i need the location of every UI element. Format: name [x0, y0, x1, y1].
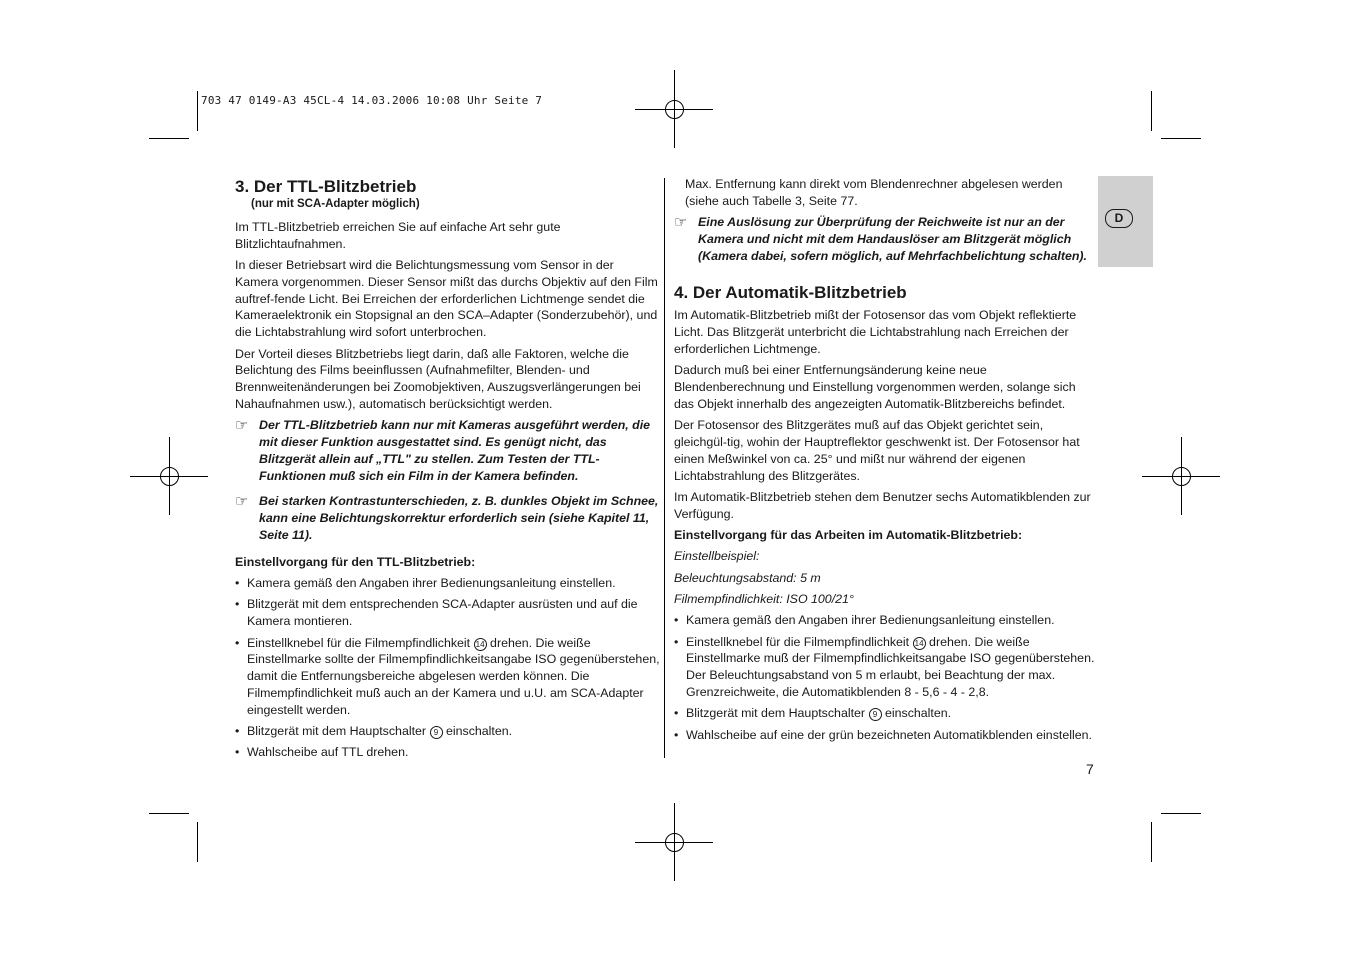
section-subtitle: (nur mit SCA-Adapter möglich) [251, 198, 420, 210]
crop-mark [197, 822, 198, 862]
list-item-text: Wahlscheibe auf eine der grün bezeichneten Automatikblenden einstellen. [686, 727, 1092, 742]
registration-mark-bottom [635, 803, 713, 881]
note [235, 493, 660, 543]
example-iso: Filmempfindlichkeit: ISO 100/21° [674, 591, 854, 606]
list-item-text: drehen. Die weiße Einstellmarke muß der Filmempfindlichkeitsangabe ISO gegenüberstehen. Der Beleuchtungsabstand von 5 m erlaubt, bei Beachtung der max. Grenzreichweite, die Automatikblenden 8 - 5,6 - 4 - 2,8. [686, 634, 1095, 699]
list-item [235, 635, 660, 719]
left-column [235, 176, 660, 766]
example-distance: Beleuchtungsabstand: 5 m [674, 570, 821, 585]
list-item-text: einschalten. [445, 724, 513, 739]
registration-mark-top [635, 70, 713, 148]
crop-mark [1151, 822, 1152, 862]
crop-mark [149, 813, 189, 814]
list-item-text: Einstellknebel für die Filmempfindlichkeit [247, 635, 471, 650]
paragraph: Im Automatik-Blitzbetrieb stehen dem Benutzer sechs Automatikblenden zur Verfügung. [674, 489, 1091, 521]
list-item [674, 634, 1098, 701]
column-divider [664, 178, 665, 758]
paragraph: Im TTL-Blitzbetrieb erreichen Sie auf einfache Art sehr gute Blitzlichtaufnahmen. [235, 220, 561, 251]
paragraph: In dieser Betriebsart wird die Belichtungsmessung vom Sensor in der Kamera vorgenommen. Dieser Sensor mißt das durchs Objektiv auf den Film auftref-fende Licht. Bei Erreichen der erforderlichen Lichtmenge sendet die Kameraelektronik ein Stopsignal an den SCA–Adapter (Sonderzubehör), und die Lichtabstrahlung wird sofort unterbrochen. [235, 258, 658, 340]
pointing-hand-icon: ☞ [235, 417, 249, 435]
section-heading-automatik: 4. Der Automatik-Blitzbetrieb [674, 283, 907, 303]
list-item-text: Kamera gemäß den Angaben ihrer Bedienungsanleitung einstellen. [247, 576, 616, 591]
bullet-icon: • [235, 597, 240, 612]
list-item-text: einschalten. [884, 706, 952, 721]
crop-mark [1161, 813, 1201, 814]
list-item [674, 612, 1098, 629]
circled-number-ref: 9 [869, 708, 882, 721]
bullet-icon: • [235, 635, 240, 650]
note-text: Eine Auslösung zur Überprüfung der Reichweite ist nur an der Kamera und nicht mit dem Handauslöser am Blitzgerät möglich (Kamera dabei, sofern möglich, auf Mehrfachbelichtung schalten). [698, 215, 1087, 263]
list-item [674, 705, 1098, 722]
paragraph-continued: Max. Entfernung kann direkt vom Blendenrechner abgelesen werden (siehe auch Tabelle 3, Seite 77. [685, 177, 1063, 208]
bullet-icon: • [235, 745, 240, 760]
bullet-icon: • [235, 724, 240, 739]
list-item [235, 723, 660, 740]
list-item-text: Wahlscheibe auf TTL drehen. [247, 745, 409, 760]
procedure-title: Einstellvorgang für den TTL-Blitzbetrieb: [235, 554, 476, 569]
section-heading-ttl: 3. Der TTL-Blitzbetrieb [235, 177, 417, 196]
list-item [674, 727, 1098, 744]
crop-mark [197, 91, 198, 131]
list-item-text: Blitzgerät mit dem Hauptschalter [247, 724, 427, 739]
right-column [674, 176, 1098, 748]
list-item-text: Einstellknebel für die Filmempfindlichkeit [686, 634, 910, 649]
list-item-text: Blitzgerät mit dem Hauptschalter [686, 706, 866, 721]
paragraph: Dadurch muß bei einer Entfernungsänderung keine neue Blendenberechnung und Einstellung vorgenommen werden, solange sich das Objekt innerhalb des angezeigten Automatik-Blitzbereichs befindet. [674, 363, 1076, 411]
bullet-icon: • [674, 727, 679, 742]
pointing-hand-icon: ☞ [674, 214, 688, 232]
circled-number-ref: 14 [474, 638, 487, 651]
language-badge: D [1105, 209, 1133, 228]
note-text: Bei starken Kontrastunterschieden, z. B. dunkles Objekt im Schnee, kann eine Belichtungskorrektur erforderlich sein (siehe Kapitel 11, Seite 11). [259, 494, 659, 543]
crop-mark [1161, 138, 1201, 139]
list-item-text: Kamera gemäß den Angaben ihrer Bedienungsanleitung einstellen. [686, 613, 1055, 628]
circled-number-ref: 9 [430, 726, 443, 739]
bullet-icon: • [674, 634, 679, 649]
bullet-icon: • [674, 613, 679, 628]
list-item [235, 575, 660, 592]
print-slug: 703 47 0149-A3 45CL-4 14.03.2006 10:08 Uhr Seite 7 [201, 94, 543, 107]
example-label: Einstellbeispiel: [674, 549, 760, 564]
list-item [235, 744, 660, 761]
page-number: 7 [1086, 761, 1094, 777]
pointing-hand-icon: ☞ [235, 493, 249, 511]
list-item-text: Blitzgerät mit dem entsprechenden SCA-Adapter ausrüsten und auf die Kamera montieren. [247, 597, 638, 629]
bullet-icon: • [235, 576, 240, 591]
note [235, 417, 660, 484]
circled-number-ref: 14 [913, 637, 926, 650]
list-item [235, 596, 660, 630]
paragraph: Im Automatik-Blitzbetrieb mißt der Fotosensor das vom Objekt reflektierte Licht. Das Blitzgerät unterbricht die Lichtabstrahlung nach Erreichen der erforderlichen Lichtmenge. [674, 308, 1077, 357]
procedure-title: Einstellvorgang für das Arbeiten im Automatik-Blitzbetrieb: [674, 528, 1023, 543]
list-item-text: drehen. Die weiße Einstellmarke sollte der Filmempfindlichkeitsangabe ISO gegenüberstehen, damit die Entfernungsbereiche abgelesen werden können. Die Filmempfindlichkeit muß auch an der Kamera und u.U. am SCA-Adapter eingestellt werden. [247, 635, 660, 717]
registration-mark-left [130, 437, 208, 515]
registration-mark-right [1142, 437, 1220, 515]
crop-mark [149, 138, 189, 139]
note [674, 214, 1098, 264]
paragraph: Der Vorteil dieses Blitzbetriebs liegt darin, daß alle Faktoren, welche die Belichtung des Films beeinflussen (Aufnahmefilter, Blenden- und Brennweitenänderungen bei Zoomobjektiven, Auszugsverlängerungen bei Nahaufnahmen usw.), automatisch berücksichtigt werden. [235, 346, 641, 411]
note-text: Der TTL-Blitzbetrieb kann nur mit Kameras ausgeführt werden, die mit dieser Funktion ausgestattet sind. Es genügt nicht, das Blitzgerät allein auf „TTL" zu stellen. Zum Testen der TTL-Funktionen muß sich ein Film in der Kamera befinden. [259, 418, 651, 483]
language-tab [1098, 176, 1153, 267]
paragraph: Der Fotosensor des Blitzgerätes muß auf das Objekt gerichtet sein, gleichgül-tig, wohin der Hauptreflektor geschwenkt ist. Der Fotosensor hat einen Meßwinkel von ca. 25° und mißt nur während der eigenen Lichtabstrahlung des Blitzgerätes. [674, 418, 1080, 483]
crop-mark [1151, 91, 1152, 131]
bullet-icon: • [674, 706, 679, 721]
